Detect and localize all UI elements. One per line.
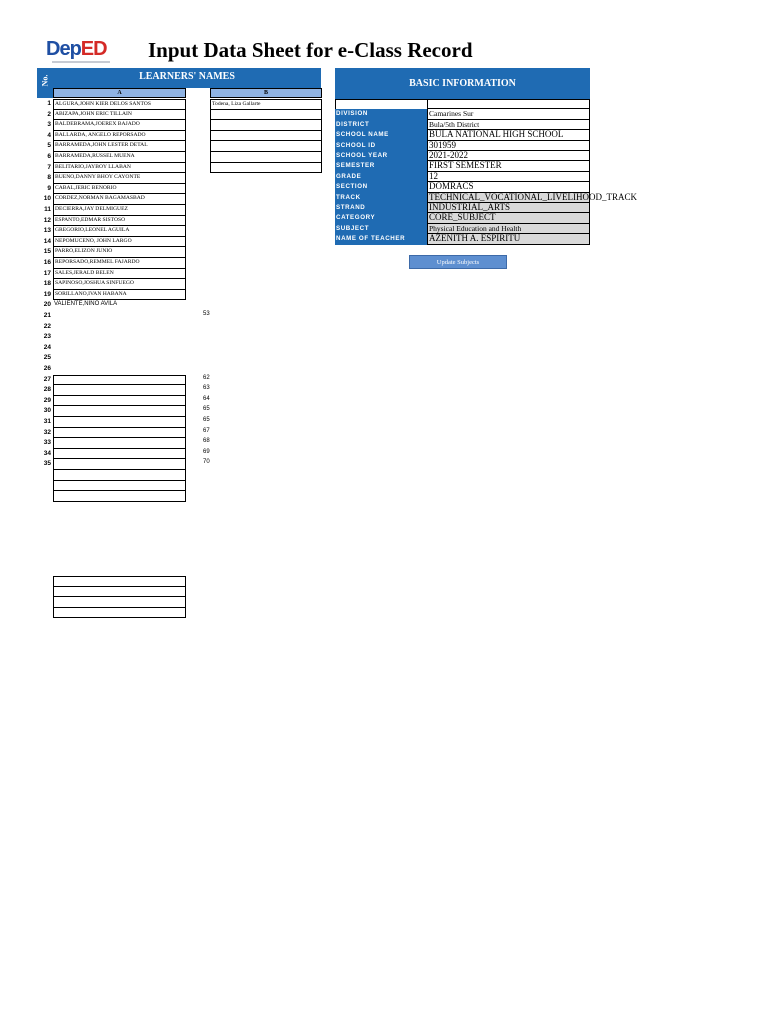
row-number: 24 [43,343,51,351]
learner-name-cell[interactable] [53,396,186,407]
learner-name-cell[interactable]: CABAL,JERIC BENORIO [53,184,186,195]
row-number: 11 [44,206,51,213]
column-b-cell[interactable] [210,163,322,174]
learner-name-cell[interactable] [53,438,186,449]
deped-logo [46,38,116,68]
learner-name-cell[interactable]: PARRO,ELIZON JUNIO [53,247,186,258]
basic-info-label: CATEGORY [335,213,427,223]
row-number: 16 [43,259,51,266]
basic-info-label: SUBJECT [335,224,427,234]
learners-names-header: LEARNERS' NAMES [53,68,321,88]
side-number: 64 [203,395,210,402]
learner-name-cell[interactable]: SORILLANO,IVAN HABANA [53,290,186,301]
row-number: 14 [43,237,51,245]
learner-name-cell[interactable] [53,375,186,386]
learner-name-cell[interactable]: GREGORIO,LEONEL AGUILA [53,226,186,237]
row-number: 32 [43,428,51,436]
row-number: 3 [47,121,51,129]
learner-name-cell[interactable]: SAPINOSO,JOSHUA SINFUEGO [53,279,186,290]
no-column-header: No. [37,68,53,98]
basic-info-value[interactable]: AZENITH A. ESPIRITU [427,234,590,244]
learner-name-cell[interactable] [53,406,186,417]
update-subjects-button[interactable]: Update Subjects [409,255,507,269]
basic-info-label: GRADE [335,172,427,182]
basic-info-blank-value[interactable] [427,99,590,109]
basic-info-value[interactable]: TECHNICAL_VOCATIONAL_LIVELIHOOD_TRACK [429,191,637,202]
side-number: 63 [203,385,210,392]
logo-text-accent: ED [80,38,107,60]
basic-info-label: DIVISION [335,109,427,119]
row-number: 23 [43,333,51,341]
column-b-cell[interactable] [210,152,322,163]
row-number: 26 [43,365,51,372]
row-number: 7 [47,163,51,171]
side-number: 67 [203,427,210,434]
basic-info-label: SCHOOL NAME [335,130,427,140]
basic-info-label: TRACK [335,193,427,203]
basic-info-value[interactable]: INDUSTRIAL_ARTS [427,203,590,213]
side-number: 69 [203,448,210,455]
side-number: 62 [203,374,210,381]
row-number: 22 [43,322,51,330]
basic-info-label: SECTION [335,182,427,192]
row-number: 1 [47,100,51,107]
basic-info-value[interactable]: 12 [427,172,590,182]
row-number: 30 [43,407,51,415]
learner-name-cell[interactable]: REPORSADO,REMMEL FAJARDO [53,258,186,269]
row-number: 35 [43,460,51,468]
row-number: 34 [43,449,51,457]
row-number: 8 [47,174,51,182]
learner-name-cell[interactable]: DECIERRA,JAY DELMIGUEZ [53,205,186,216]
empty-name-cell[interactable] [53,587,186,598]
empty-name-cell[interactable] [53,491,186,502]
column-b-header: B [210,88,322,98]
learner-name-cell[interactable]: SALES,JERALD BELEN [53,269,186,280]
column-b-cell[interactable]: Todena, Liza Gallarte [210,99,322,110]
side-number: 70 [203,459,210,466]
row-number: 15 [43,248,51,256]
learner-name-cell[interactable] [53,417,186,428]
basic-info-value[interactable]: CORE_SUBJECT [427,213,590,223]
basic-info-value[interactable]: Physical Education and Health [427,224,590,234]
learner-name-cell[interactable]: NEPOMUCENO, JOHN LARGO [53,237,186,248]
row-number: 31 [43,418,51,425]
learner-name-cell[interactable]: BUENO,DANNY BHOY CAYONTE [53,173,186,184]
basic-info-label: DISTRICT [335,120,427,130]
row-number: 9 [47,184,51,192]
learner-name-cell[interactable]: CORDEZ,NORMAN BAGAMASBAD [53,194,186,205]
side-number: 53 [203,311,210,317]
row-number: 4 [47,131,51,139]
learner-name-cell[interactable] [53,322,186,333]
learner-name-cell[interactable] [53,459,186,470]
row-number: 5 [47,142,51,150]
learner-name-cell[interactable] [53,332,186,343]
column-b-cell[interactable] [210,131,322,142]
empty-name-cell[interactable] [53,597,186,608]
learner-name-cell[interactable]: BARRAMEDA,JOHN LESTER DETAL [53,141,186,152]
basic-info-value[interactable]: Camarines Sur [427,109,590,119]
row-number: 2 [47,110,51,118]
basic-info-value[interactable]: 301959 [427,141,590,151]
learner-name-cell[interactable]: VALIENTE,NIÑO AVILA [54,301,118,308]
learner-name-cell[interactable] [53,364,186,375]
basic-information-header: BASIC INFORMATION [335,68,590,99]
learner-name-cell[interactable] [53,449,186,460]
row-number: 13 [43,227,51,235]
learner-name-cell[interactable] [53,428,186,439]
basic-info-label: SCHOOL ID [335,141,427,151]
basic-info-value[interactable]: Bula/5th District [427,120,590,130]
logo-text: DepED [46,38,107,60]
learner-name-cell[interactable]: ABIZAPA,JOHN ERIC TILLAIN [53,110,186,121]
row-number: 28 [43,386,51,394]
side-number: 65 [203,417,210,423]
row-number: 20 [43,301,51,309]
learner-name-cell[interactable] [53,385,186,396]
basic-info-label: STRAND [335,203,427,213]
learner-name-cell[interactable]: BELITARIO,JAYBOY LLABAN [53,163,186,174]
basic-info-value[interactable]: FIRST SEMESTER [427,161,590,171]
empty-name-cell[interactable] [53,608,186,619]
row-number: 33 [43,439,51,447]
side-number: 68 [203,438,210,445]
row-number: 21 [43,312,51,319]
basic-info-label: NAME OF TEACHER [335,234,427,244]
basic-info-value[interactable]: 2021-2022 [427,151,590,161]
empty-name-cell[interactable] [53,576,186,587]
column-a-header: A [53,88,186,98]
learner-name-cell[interactable]: ESPANTO,EDMAR SISTOSO [53,216,186,227]
learner-name-cell[interactable]: ALGURA,JOHN KIER DELOS SANTOS [53,99,186,110]
empty-name-cell[interactable] [53,470,186,481]
learner-name-cell[interactable]: BALLARDA, ANGELO REPORSADO [53,131,186,142]
basic-info-blank-label [335,99,427,109]
basic-info-label: SEMESTER [335,161,427,171]
basic-info-label: SCHOOL YEAR [335,151,427,161]
learner-name-cell[interactable]: BARRAMEDA,RUSSEL MUENA [53,152,186,163]
row-number: 12 [43,216,51,224]
row-number: 10 [43,195,51,203]
row-number: 6 [47,153,51,160]
row-number: 25 [43,354,51,362]
empty-name-cell[interactable] [53,481,186,492]
logo-underline [52,61,110,63]
learner-name-cell[interactable] [53,343,186,354]
learner-name-cell[interactable] [53,353,186,364]
learner-name-cell[interactable] [53,311,186,322]
row-number: 29 [43,396,51,404]
side-number: 65 [203,406,210,413]
column-b-cell[interactable] [210,141,322,152]
row-number: 19 [43,290,51,298]
page-title: Input Data Sheet for e-Class Record [148,38,473,62]
row-number: 27 [43,375,51,383]
basic-info-value[interactable]: BULA NATIONAL HIGH SCHOOL [427,130,590,140]
learner-name-cell[interactable]: BALDEBRAMA,JOEREX BAJADO [53,120,186,131]
column-b-cell[interactable] [210,120,322,131]
row-number: 17 [43,269,51,277]
basic-info-value[interactable]: DOMRACS [427,182,590,192]
column-b-cell[interactable] [210,110,322,121]
row-number: 18 [43,280,51,288]
